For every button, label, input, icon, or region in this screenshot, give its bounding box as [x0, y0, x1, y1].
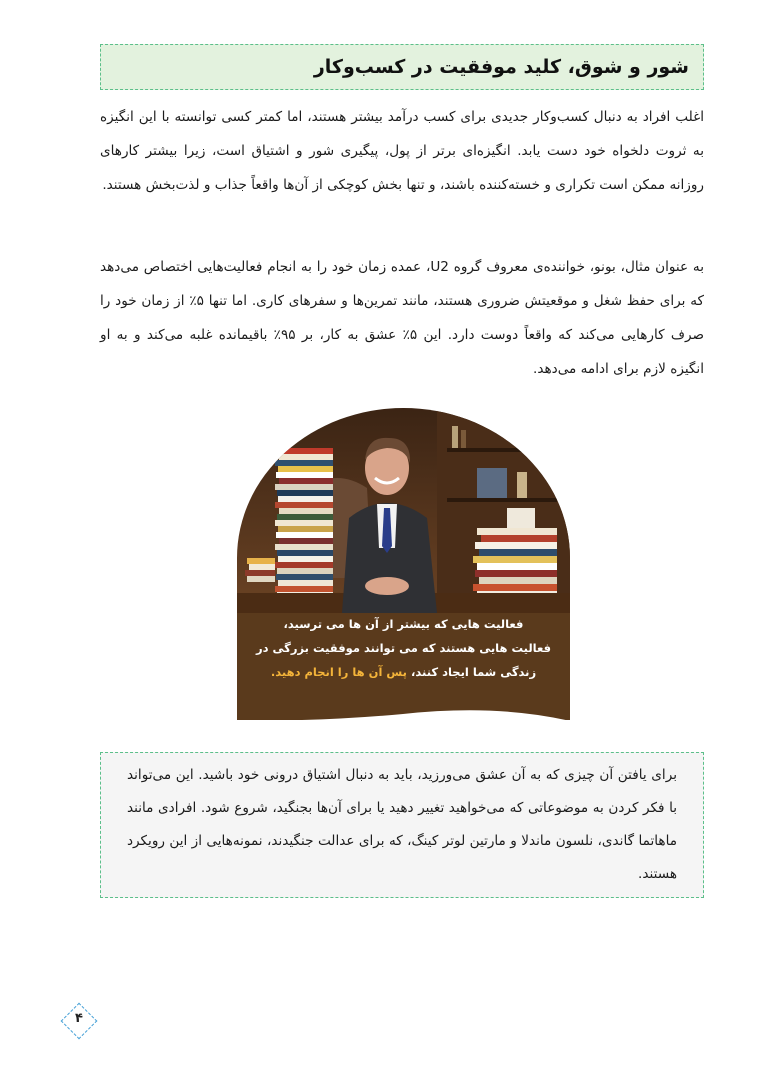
note-box: [100, 752, 704, 898]
paragraph-1: اغلب افراد به دنبال کسب‌وکار جدیدی برای کسب درآمد بیشتر هستند، اما کمتر کسی توانسته با این انگیزه به ثروت دلخواه خود دست یابد. انگیزه‌ای برتر از پول، پیگیری شور و اشتیاق است، زیرا بیشتر کارهای روزانه ممکن است تکراری و خسته‌کننده باشند، و تنها بخش کوچکی از آن‌ها واقعاً جذاب و لذت‌بخش هستند.: [100, 109, 704, 193]
photo-area: [237, 408, 570, 613]
page-heading: شور و شوق، کلید موفقیت در کسب‌وکار: [313, 56, 689, 78]
caption-line-1: فعالیت هایی که بیشتر از آن ها می ترسید،: [283, 617, 524, 631]
page-number: ۴: [75, 1011, 83, 1026]
caption-line-3: [237, 660, 570, 684]
figure-caption: [237, 612, 570, 684]
caption-line-3-plain: زندگی شما ایجاد کنند،: [411, 665, 537, 679]
page-number-badge: [60, 1002, 100, 1042]
caption-highlight: پس آن ها را انجام دهید.: [270, 665, 407, 679]
heading-box: [100, 44, 704, 90]
note-text: برای یافتن آن چیزی که به آن عشق می‌ورزید، باید به دنبال اشتیاق درونی خود باشید. این می‌تواند با فکر کردن به موضوعاتی که می‌خواهید تغییر دهید یا برای آن‌ها بجنگید، شروع شود. افرادی مانند ماهاتما گاندی، نلسون ماندلا و مارتین لوتر کینگ، که برای عدالت جنگیدند، نمونه‌هایی از این رویکرد هستند.: [127, 767, 677, 882]
paragraph-2: به عنوان مثال، بونو، خواننده‌ی معروف گروه U2، عمده زمان خود را به انجام فعالیت‌هایی اختصاص می‌دهد که برای حفظ شغل و موقعیتش ضروری هستند، مانند تمرین‌ها و سفرهای کاری. اما تنها ۵٪ از زمان خود را صرف کارهایی می‌کند که واقعاً دوست دارد. این ۵٪ عشق به کار، بر ۹۵٪ باقیمانده غلبه می‌کند و به او انگیزه لازم برای ادامه می‌دهد.: [100, 259, 705, 377]
caption-line-2: فعالیت هایی هستند که می توانند موفقیت بزرگی در: [256, 641, 551, 655]
